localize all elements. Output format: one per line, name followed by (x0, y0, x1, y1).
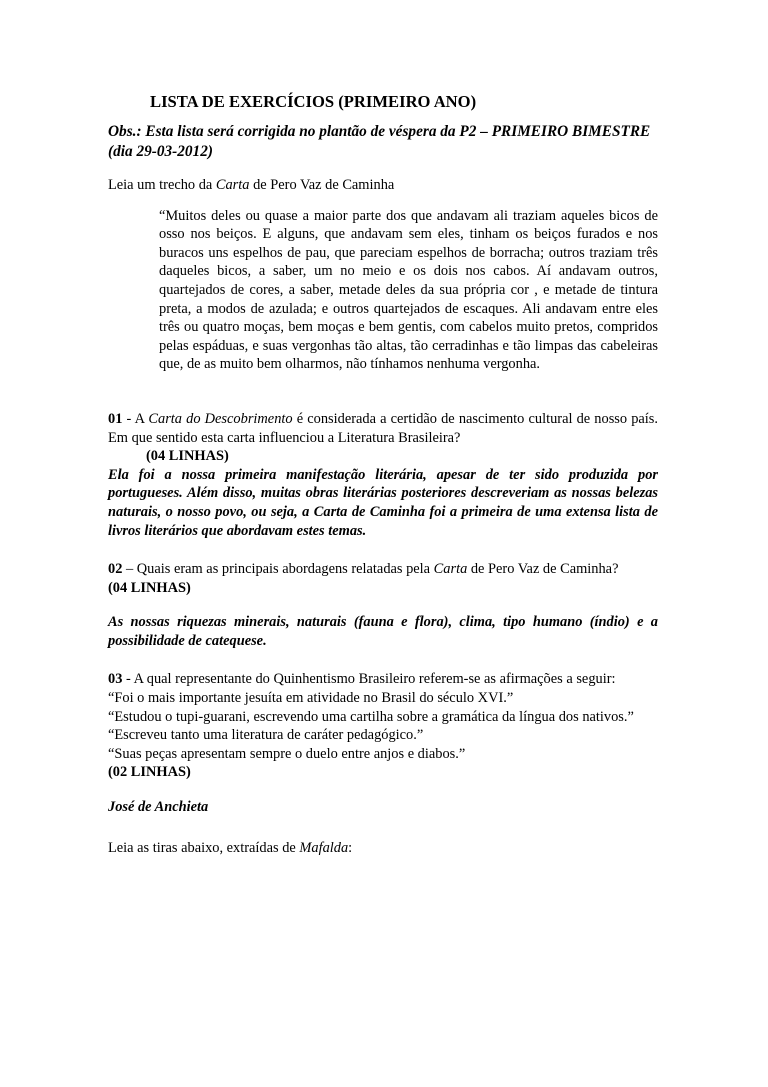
question-work-title: Carta (433, 561, 468, 578)
statement: “Suas peças apresentam sempre o duelo entre anjos e diabos.” (108, 745, 466, 762)
answer-01: Ela foi a nossa primeira manifestação literária, apesar de ter sido produzida por portugueses. Além disso, muitas obras literárias posteriores descreveriam as nossas belezas naturais, o nosso povo, ou seja, a Carta de Caminha foi a primeira de uma extensa lista de livros literários que abordavam estes temas. (108, 466, 658, 539)
question-text-start: – Quais eram as principais abordagens relatadas pela (122, 561, 434, 578)
observation-note: Obs.: Esta lista será corrigida no plantão de véspera da P2 – PRIMEIRO BIMESTRE (dia 29-03-2012) (108, 123, 651, 160)
question-03 (108, 670, 658, 689)
question-text: é considerada a certidão de nascimento cultural de nosso país. Em que sentido esta carta influenciou a Literatura Brasileira? (108, 410, 659, 446)
closing-instruction (108, 839, 658, 858)
intro-suffix: de Pero Vaz de Caminha (249, 177, 395, 193)
question-number: 01 (108, 410, 123, 427)
quoted-excerpt: “Muitos deles ou quase a maior parte dos que andavam ali traziam aqueles bicos de osso nos beiços. E alguns, que andavam sem eles, tinham os beiços furados e nos buracos uns espelhos de pau, que pareciam espelhos de borracha; outros traziam três daqueles bicos, a saber, um no meio e os dois nos cabos. Aí andavam outros, quartejados de cores, a saber, metade deles da sua própria cor , e metade de tintura preta, a modos de azulada; e outros quartejados de escaques. Ali andavam entre eles três ou quatro moças, bem moças e bem gentis, com cabelos muito pretos, compridos pelas espáduas, e suas vergonhas tão altas, tão cerradinhas e tão limpas das cabeleiras que, de as muito bem olharmos, não tínhamos nenhuma vergonha. (159, 207, 658, 373)
reading-intro (108, 176, 658, 195)
document-title: LISTA DE EXERCÍCIOS (PRIMEIRO ANO) (150, 92, 477, 111)
document-page (108, 92, 658, 857)
question-number: 02 (108, 561, 123, 578)
answer-02: As nossas riquezas minerais, naturais (fauna e flora), clima, tipo humano (índio) e a possibilidade de catequese. (108, 614, 658, 649)
question-02-lines: (04 LINHAS) (108, 579, 191, 596)
question-number: 03 (108, 671, 123, 688)
question-dash: - A (122, 410, 149, 427)
statement: “Escreveu tanto uma literatura de caráter pedagógico.” (108, 727, 424, 744)
intro-work-title: Carta (215, 177, 250, 193)
statement: “Foi o mais importante jesuíta em atividade no Brasil do século XVI.” (108, 690, 514, 707)
closing-work-title: Mafalda (299, 839, 349, 856)
question-02 (108, 560, 658, 579)
closing-prefix: Leia as tiras abaixo, extraídas de (108, 839, 300, 856)
answer-03: José de Anchieta (108, 799, 209, 816)
question-text: - A qual representante do Quinhentismo Brasileiro referem-se as afirmações a seguir: (122, 671, 616, 688)
closing-suffix: : (348, 839, 353, 856)
statement: “Estudou o tupi-guarani, escrevendo uma cartilha sobre a gramática da língua dos nativos.” (108, 708, 634, 725)
intro-prefix: Leia um trecho da (108, 177, 216, 193)
question-01-lines: (04 LINHAS) (146, 448, 229, 465)
question-01 (108, 410, 658, 447)
question-text: de Pero Vaz de Caminha? (467, 561, 619, 578)
question-work-title: Carta do Descobrimento (148, 410, 293, 427)
question-03-lines: (02 LINHAS) (108, 764, 191, 781)
